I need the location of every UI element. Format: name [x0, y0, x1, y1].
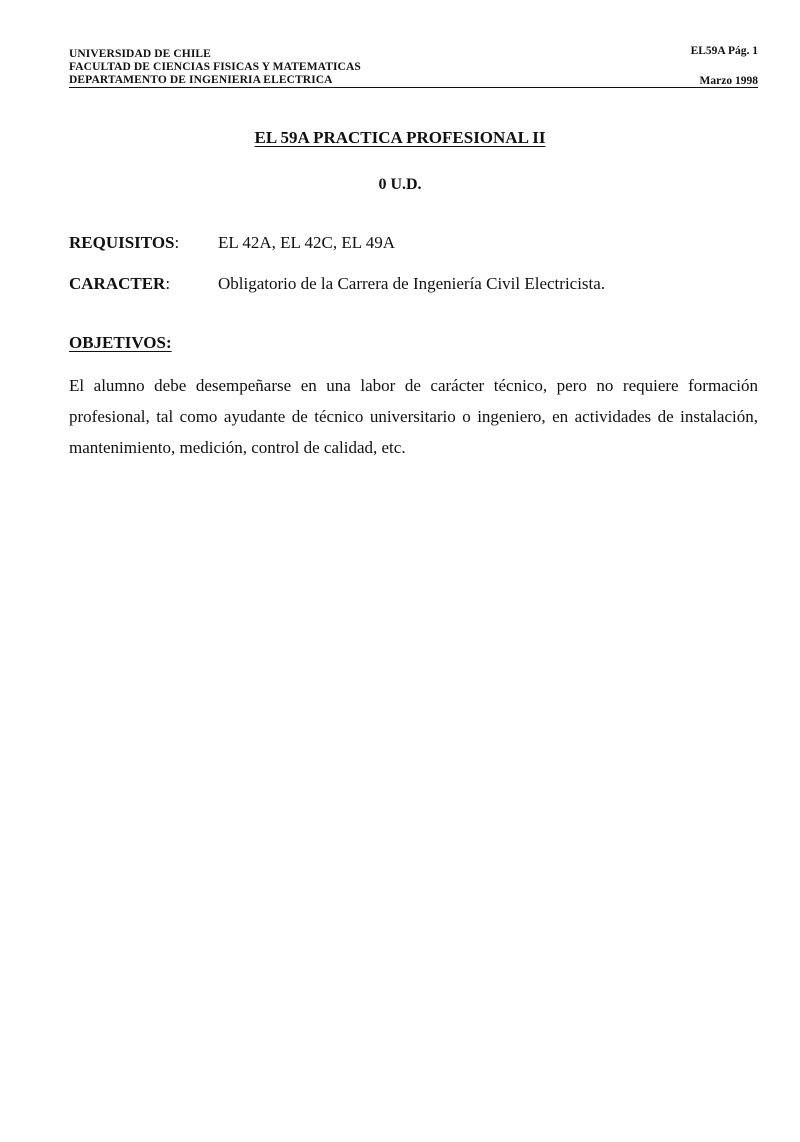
- caracter-value: Obligatorio de la Carrera de Ingeniería Civil Electricista.: [218, 274, 606, 293]
- course-page-label: EL59A Pág. 1: [690, 45, 758, 57]
- course-units: 0 U.D.: [378, 176, 422, 193]
- university-name: UNIVERSIDAD DE CHILE: [69, 48, 211, 60]
- objetivos-paragraph: El alumno debe desempeñarse en una labor de carácter técnico, pero no requiere formación profesional, tal como ayudante de técnico universitario o ingeniero, en actividades de instalación, mantenimiento, medición, control de calidad, etc.: [69, 376, 758, 457]
- caracter-colon: :: [165, 274, 171, 293]
- institution-header: [69, 48, 361, 87]
- caracter-label-text: CARACTER: [69, 274, 166, 293]
- requisitos-label-text: REQUISITOS: [69, 233, 175, 252]
- course-title: EL 59A PRACTICA PROFESIONAL II: [254, 128, 546, 147]
- faculty-name: FACULTAD DE CIENCIAS FISICAS Y MATEMATICAS: [69, 61, 361, 73]
- header-rule: [69, 87, 758, 88]
- document-date: Marzo 1998: [699, 75, 758, 87]
- department-name: DEPARTAMENTO DE INGENIERIA ELECTRICA: [69, 74, 333, 86]
- caracter-label: [69, 274, 170, 294]
- requisitos-value: EL 42A, EL 42C, EL 49A: [218, 233, 396, 252]
- requisitos-colon: :: [174, 233, 180, 252]
- requisitos-label: [69, 233, 179, 253]
- objetivos-heading: OBJETIVOS:: [69, 333, 172, 352]
